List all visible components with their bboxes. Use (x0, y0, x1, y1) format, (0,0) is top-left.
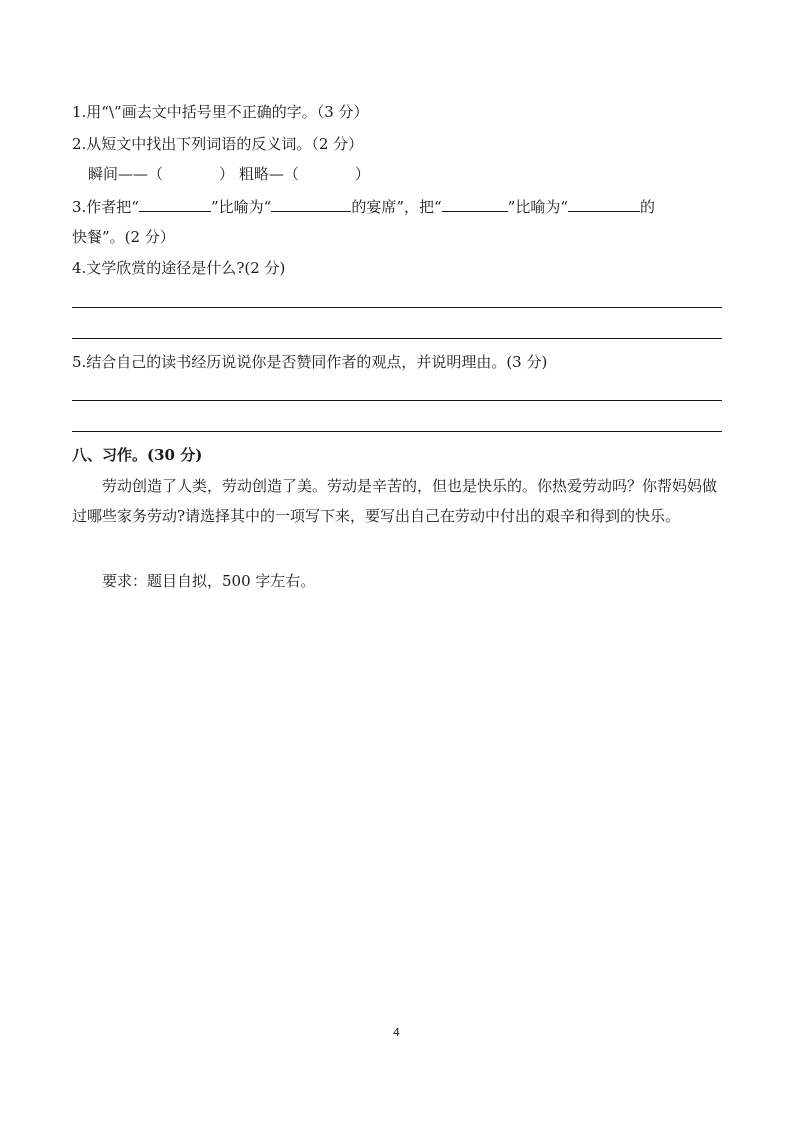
question-2-items (88, 164, 370, 184)
q3-part-4: ”比喻为“ (507, 198, 569, 216)
answer-line-4b[interactable] (72, 338, 722, 339)
q3-part-5: 的 (640, 198, 656, 216)
question-4: 4.文学欣赏的途径是什么?(2 分) (72, 259, 286, 277)
page-number: 4 (393, 1026, 400, 1039)
section-8-prompt: 劳动创造了人类，劳动创造了美。劳动是辛苦的，但也是快乐的。你热爱劳动吗？你帮妈妈做过哪些家务劳动?请选择其中的一项写下来，要写出自己在劳动中付出的艰辛和得到的快乐。 (72, 477, 718, 525)
q3-blank-1[interactable] (139, 196, 211, 212)
question-3-line-2: 快餐”。(2 分） (72, 228, 175, 246)
q3-part-3: 的宴席”，把“ (351, 198, 442, 216)
section-8-heading: 八、习作。(30 分) (72, 446, 203, 464)
q3-blank-4[interactable] (568, 196, 640, 212)
antonym-item-1-label: 瞬间——（ (88, 165, 164, 183)
q3-part-2: ”比喻为“ (210, 198, 272, 216)
section-8-requirement: 要求：题目自拟，500 字左右。 (102, 572, 316, 590)
question-3 (72, 196, 655, 217)
answer-line-5a[interactable] (72, 400, 722, 401)
antonym-item-2-label: 粗略—（ (238, 165, 299, 183)
question-1: 1.用“\”画去文中括号里不正确的字。（3 分） (72, 103, 369, 121)
q3-part-1: 3.作者把“ (72, 198, 139, 216)
antonym-item-1-close: ） (219, 165, 235, 183)
antonym-item-2-close: ） (354, 165, 370, 183)
question-2: 2.从短文中找出下列词语的反义词。（2 分） (72, 135, 364, 153)
question-5: 5.结合自己的读书经历说说你是否赞同作者的观点，并说明理由。(3 分) (72, 353, 548, 371)
answer-line-4a[interactable] (72, 307, 722, 308)
q3-blank-2[interactable] (271, 196, 351, 212)
answer-line-5b[interactable] (72, 431, 722, 432)
q3-blank-3[interactable] (442, 196, 508, 212)
